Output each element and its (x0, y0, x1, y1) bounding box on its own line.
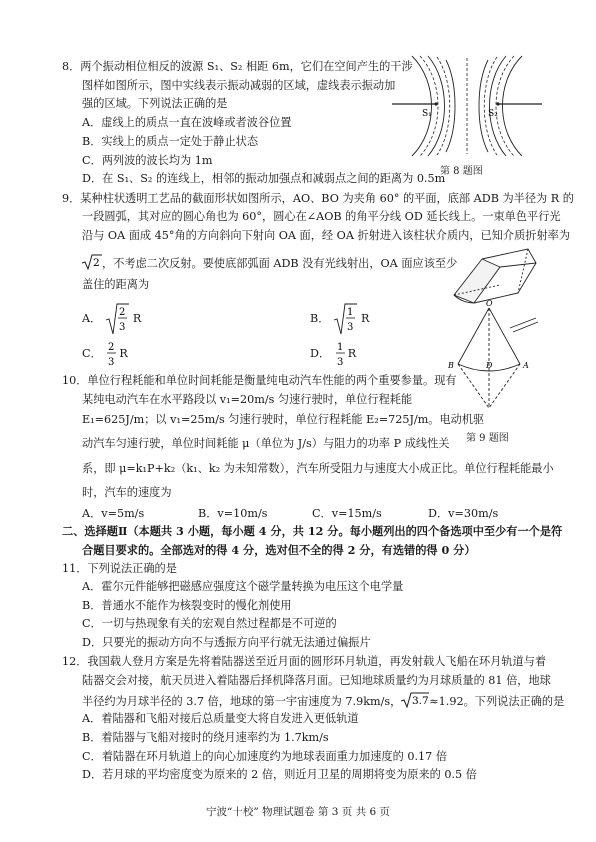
q9-option-b-tail: R (360, 312, 370, 325)
q9-line-4 (82, 254, 457, 271)
q9-option-a (82, 302, 141, 336)
point-b-label: B (448, 361, 454, 370)
q12-line-3 (82, 692, 564, 709)
sqrt-sign-icon (82, 254, 102, 270)
q9-d-den: 3 (336, 357, 344, 368)
q9-figure-caption: 第 9 题图 (466, 433, 509, 444)
q12-option-b: B．着陆器与飞船对接时的绕月速率约为 1.7km/s (82, 731, 329, 744)
q8-line-1: 8．两个振动相位相反的波源 S₁、S₂ 相距 6m，它们在空间产生的干涉 (62, 60, 413, 73)
s1-label: S₁ (422, 109, 432, 119)
q10-line-5: 系，即 μ=k₁P+k₂（k₁、k₂ 为未知常数），汽车所受阻力与速度大小成正比。单位行程耗能最小 (82, 462, 554, 475)
q9-sqrt-value: 2 (93, 257, 100, 269)
q8-option-a: A．虚线上的质点一直在波峰或者波谷位置 (82, 116, 292, 129)
s2-label: S₂ (488, 109, 498, 119)
q9-b-num: 1 (346, 307, 354, 318)
q9-line-1: 9．某种柱状透明工艺品的截面形状如图所示，AO、BO 为夹角 60° 的平面，底部 ADB 为半径为 R 的 (62, 192, 574, 205)
q11-option-b: B．普通水不能作为核裂变时的慢化剂使用 (82, 599, 292, 612)
q10-line-1: 10．单位行程耗能和单位时间耗能是衡量纯电动汽车性能的两个重要参量。现有 (62, 374, 457, 387)
q8-figure-caption: 第 8 题图 (440, 166, 483, 177)
q9-option-b-letter: B． (310, 312, 330, 325)
q8-option-d: D．在 S₁、S₂ 的连线上，相邻的振动加强点和减弱点之间的距离为 0.5m (82, 172, 446, 185)
q9-option-d-tail: R (347, 347, 357, 360)
q9-a-den: 3 (118, 322, 126, 333)
q9-c-den: 3 (108, 357, 115, 368)
q8-line-2: 图样如图所示，图中实线表示振动减弱的区域，虚线表示振动加 (82, 79, 396, 92)
q9-line-3: 沿与 OA 面成 45°角的方向斜向下射向 OA 面，经 OA 折射进入该柱状介质内，已知介质折射率为 (82, 229, 571, 242)
q9-line-5: 盖住的距离为 (82, 278, 150, 291)
q12-line-1: 12．我国载人登月方案是先将着陆器送至近月面的圆形环月轨道，再发射载人飞船在环月轨道与着 (62, 655, 547, 668)
q9-option-d (310, 338, 356, 370)
q10-line-4: 动汽车匀速行驶，单位时间耗能 μ（单位为 J/s）与阻力的功率 P 成线性关 (82, 437, 450, 450)
q10-line-6: 时，汽车的速度为 (82, 486, 172, 499)
point-d-label: D (486, 361, 493, 370)
q9-option-c (82, 338, 128, 370)
q9-option-a-formula (105, 302, 133, 336)
q9-line-4-text: ，不考虑二次反射。要使底部弧面 ADB 没有光线射出，OA 面应该至少 (102, 257, 458, 270)
q10-option-d: D．v=30m/s (428, 507, 499, 520)
q10-line-2: 某纯电动汽车在水平路段以 v₁=20m/s 匀速行驶时，单位行程耗能 (82, 393, 413, 406)
q9-option-c-formula (105, 338, 119, 370)
q12-line-2: 陆器交会对接，航天员进入着陆器后择机降落月面。已知地球质量约为月球质量的 81 倍，地球 (82, 674, 551, 687)
q9-option-b (310, 302, 369, 336)
cross-section-figure (448, 300, 540, 418)
q9-option-b-formula (333, 302, 361, 336)
section-2-line-2: 合题目要求的。全部选对的得 4 分，选对但不全的得 2 分，有选错的得 0 分） (82, 543, 476, 557)
page-footer: 宁波“十校” 物理试题卷 第 3 页 共 6 页 (206, 806, 390, 818)
q9-a-num: 2 (118, 307, 126, 318)
q9-line-2: 一段圆弧，其对应的圆心角也为 60°，圆心在∠AOB 的角平分线 OD 延长线上。一束单色平行光 (82, 210, 561, 223)
q10-option-a: A．v=5m/s (82, 507, 145, 520)
q9-d-num: 1 (336, 342, 344, 353)
q12-option-d: D．若月球的平均密度变为原来的 2 倍，则近月卫星的周期将变为原来的 0.5 倍 (82, 768, 477, 781)
q9-option-a-tail: R (132, 312, 142, 325)
q8-option-c: C．两列波的波长均为 1m (82, 154, 213, 167)
q12-line-3-tail: 。下列说法正确的是 (463, 695, 565, 708)
q9-c-num: 2 (108, 342, 115, 353)
q11-stem: 11．下列说法正确的是 (62, 562, 177, 575)
q9-option-d-formula (334, 338, 348, 370)
point-a-label: A (523, 361, 529, 370)
q10-option-c: C．v=15m/s (312, 507, 382, 520)
point-o-label: O (486, 300, 493, 308)
q12-sqrt-value: 3.7 (412, 695, 429, 707)
q10-line-3: E₁=625J/m；以 v₁=25m/s 匀速行驶时，单位行程耗能 E₂=725J/m。电动机驱 (82, 413, 485, 426)
sqrt-sign-icon (401, 692, 429, 708)
q12-approx: ≈1.92 (429, 695, 464, 708)
section-2-line-1: 二、选择题Ⅱ（本题共 3 小题，每小题 4 分，共 12 分。每小题列出的四个备选项中至少有一个是符 (62, 524, 563, 538)
q8-option-b: B．实线上的质点一定处于静止状态 (82, 135, 259, 148)
q9-option-c-tail: R (119, 347, 128, 360)
q9-option-c-letter: C． (82, 347, 102, 360)
q11-option-c: C．一切与热现象有关的宏观自然过程都是不可逆的 (82, 617, 337, 630)
interference-pattern-figure (392, 54, 542, 158)
q11-option-a: A．霍尔元件能够把磁感应强度这个磁学量转换为电压这个电学量 (82, 580, 404, 593)
q10-option-b: B．v=10m/s (198, 507, 268, 520)
q12-option-a: A．着陆器和飞船对接后总质量变大将自发进入更低轨道 (82, 712, 359, 725)
q8-line-3: 强的区域。下列说法正确的是 (82, 97, 228, 110)
q9-b-den: 3 (346, 322, 354, 333)
prism-3d-figure (448, 245, 540, 305)
q9-option-a-letter: A． (82, 312, 102, 325)
q11-option-d: D．只要光的振动方向不与透振方向平行就无法通过偏振片 (82, 636, 371, 649)
q12-line-3-text: 半径约为月球半径的 3.7 倍，地球的第一宇宙速度为 7.9km/s， (82, 695, 402, 708)
q12-option-c: C．着陆器在环月轨道上的向心加速度约为地球表面重力加速度的 0.17 倍 (82, 750, 448, 763)
q9-option-d-letter: D． (310, 347, 331, 360)
